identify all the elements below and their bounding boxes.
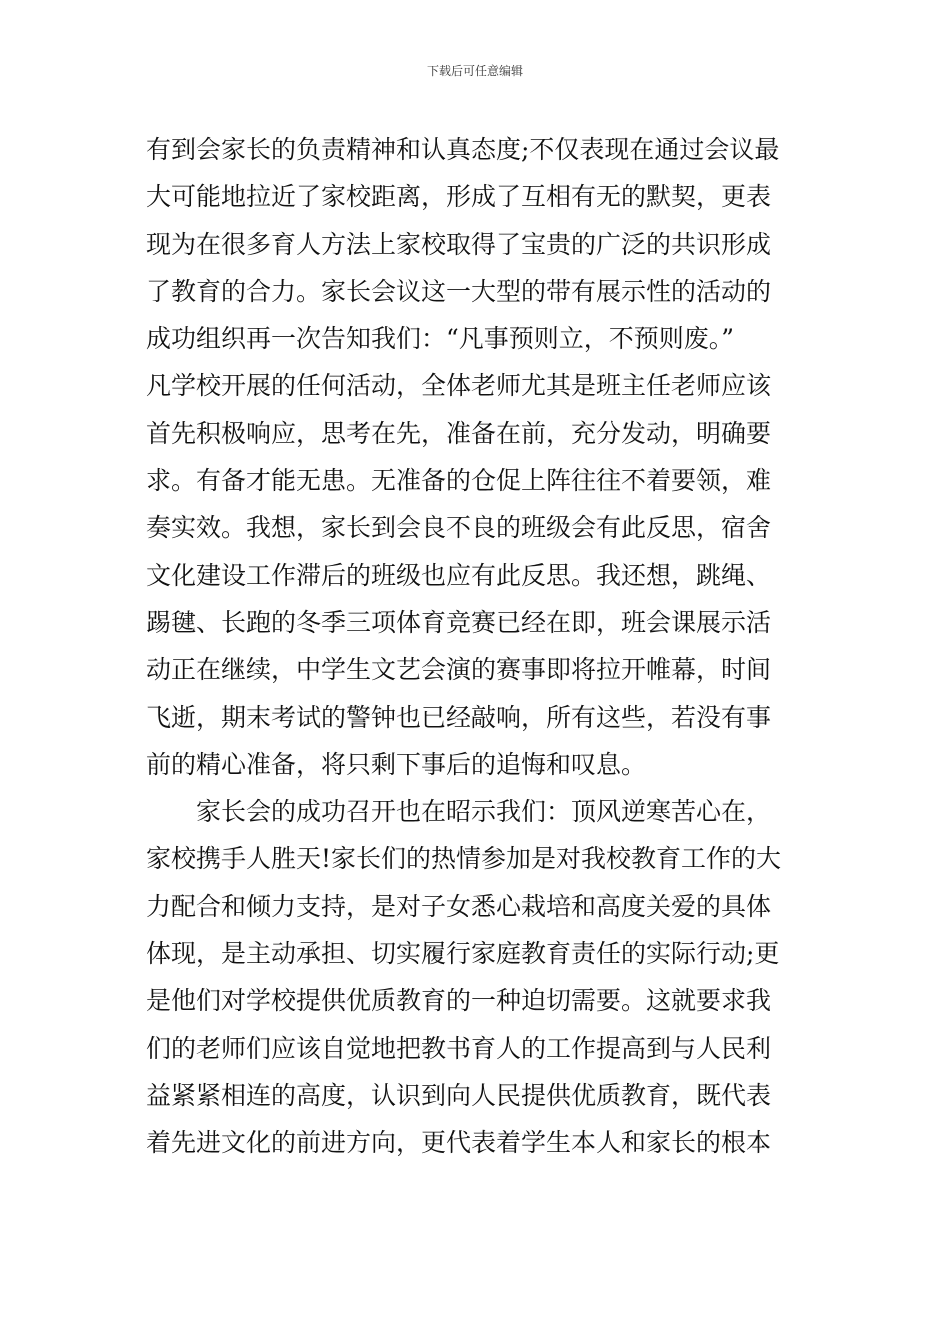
text-line: 动正在继续，中学生文艺会演的赛事即将拉开帷幕，时间 [146, 655, 772, 685]
text-line: 现为在很多育人方法上家校取得了宝贵的广泛的共识形成 [146, 229, 772, 259]
body-text [146, 126, 806, 1167]
text-line: 大可能地拉近了家校距离，形成了互相有无的默契，更表 [146, 182, 772, 212]
text-line: 有到会家长的负责精神和认真态度;不仅表现在通过会议最 [146, 135, 780, 164]
text-line: 求。有备才能无患。无准备的仓促上阵往往不着要领，难 [146, 466, 772, 496]
text-line: 前的精心准备，将只剩下事后的追悔和叹息。 [146, 749, 647, 779]
text-line: 了教育的合力。家长会议这一大型的带有展示性的活动的 [146, 276, 772, 306]
paragraph [146, 788, 806, 1166]
text-line: 益紧紧相连的高度，认识到向人民提供优质教育，既代表 [146, 1080, 772, 1110]
text-line: 们的老师们应该自觉地把教书育人的工作提高到与人民利 [146, 1033, 772, 1063]
text-line: 凡学校开展的任何活动，全体老师尤其是班主任老师应该 [146, 371, 772, 401]
paragraph [146, 126, 806, 788]
text-line: 文化建设工作滞后的班级也应有此反思。我还想，跳绳、 [146, 560, 772, 590]
page-header: 下载后可任意编辑 [426, 64, 523, 78]
text-line: 踢毽、长跑的冬季三项体育竞赛已经在即，班会课展示活 [146, 607, 772, 637]
text-line: 力配合和倾力支持，是对子女悉心栽培和高度关爱的具体 [146, 891, 772, 921]
text-line: 着先进文化的前进方向，更代表着学生本人和家长的根本 [146, 1128, 772, 1158]
text-line: 成功组织再一次告知我们：“凡事预则立，不预则废。” [146, 324, 735, 354]
text-line: 首先积极响应，思考在先，准备在前，充分发动，明确要 [146, 418, 772, 448]
text-line: 体现，是主动承担、切实履行家庭教育责任的实际行动;更 [146, 939, 780, 969]
text-line: 家长会的成功召开也在昭示我们：顶风逆寒苦心在， [196, 797, 772, 827]
text-line: 家校携手人胜天!家长们的热情参加是对我校教育工作的大 [146, 844, 782, 874]
text-line: 奏实效。我想，家长到会良不良的班级会有此反思，宿舍 [146, 513, 772, 543]
text-line: 是他们对学校提供优质教育的一种迫切需要。这就要求我 [146, 986, 772, 1016]
text-line: 飞逝，期末考试的警钟也已经敲响，所有这些，若没有事 [146, 702, 772, 732]
